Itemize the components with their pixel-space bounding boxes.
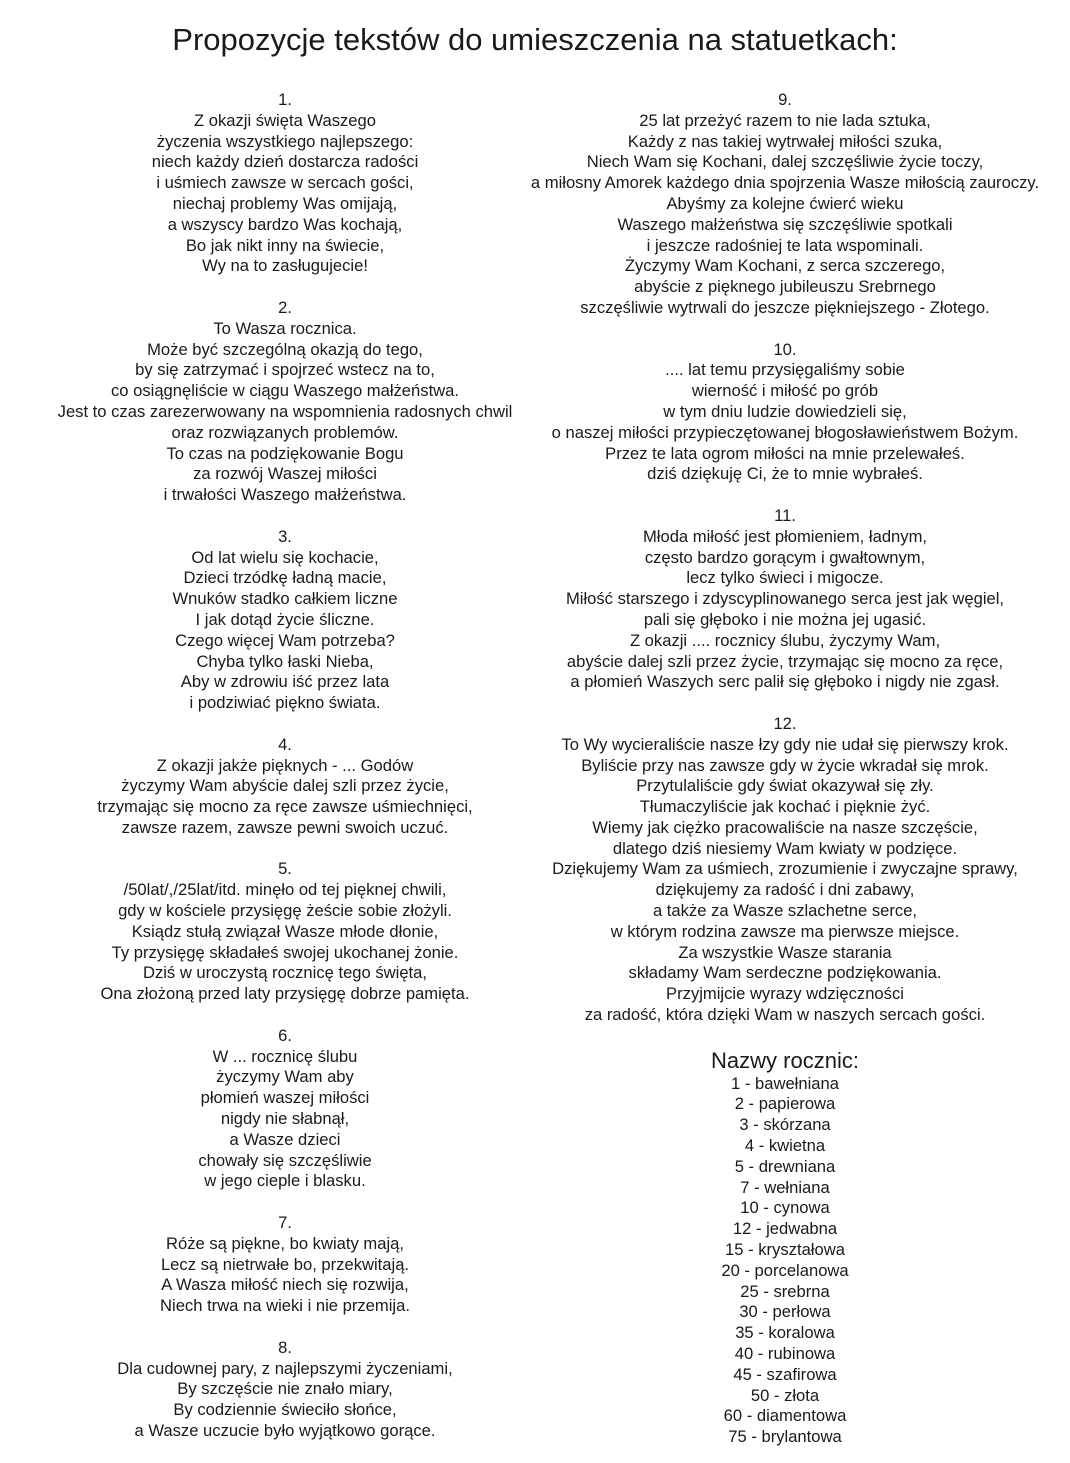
poem-line: Miłość starszego i zdyscyplinowanego serca jest jak węgiel, — [565, 589, 1005, 609]
anniversary-item: 45 - szafirowa — [733, 1364, 837, 1384]
poem-line: życzenia wszystkiego najlepszego: — [156, 131, 414, 151]
poem-line: dziękujemy za radość i dni zabawy, — [655, 880, 915, 900]
poem-line: Chyba tylko łaski Nieba, — [196, 651, 374, 671]
poem-line: pali się głęboko i nie można jej ugasić. — [643, 609, 927, 629]
poem-line: Lecz są nietrwałe bo, przekwitają. — [160, 1254, 410, 1274]
anniversary-item: 35 - koralowa — [735, 1323, 835, 1343]
left-column — [20, 90, 550, 1463]
poem-line: zawsze razem, zawsze pewni swoich uczuć. — [121, 817, 449, 837]
poem-block — [20, 298, 550, 506]
poem-block — [20, 1026, 550, 1192]
poem-line: i podziwiać piękno świata. — [189, 693, 381, 713]
poem-line: składamy Wam serdeczne podziękowania. — [628, 963, 942, 983]
anniversary-item: 12 - jedwabna — [732, 1219, 838, 1239]
poem-line: Młoda miłość jest płomieniem, ładnym, — [642, 526, 928, 546]
poem-number: 10. — [773, 339, 797, 359]
poem-line: oraz rozwiązanych problemów. — [171, 422, 399, 442]
poem-block — [20, 90, 550, 277]
poem-block — [20, 1338, 550, 1442]
anniversary-item: 1 - bawełniana — [731, 1073, 839, 1093]
poem-line: a Wasze uczucie było wyjątkowo gorące. — [134, 1421, 436, 1440]
poem-line: życzymy Wam abyście dalej szli przez życie, — [121, 776, 449, 796]
poem-line: Z okazji święta Waszego — [194, 110, 376, 130]
anniversary-item: 3 - skórzana — [739, 1115, 831, 1135]
poem-line: by się zatrzymać i spojrzeć wstecz na to, — [135, 360, 435, 380]
poem-line: życzymy Wam aby — [216, 1067, 354, 1087]
anniversary-item: 60 - diamentowa — [723, 1406, 847, 1426]
poem-number: 2. — [278, 297, 292, 317]
poem-line: nigdy nie słabnął, — [220, 1109, 350, 1129]
poem-block — [20, 735, 550, 839]
poem-line: Ksiądz stułą związał Wasze młode dłonie, — [131, 921, 439, 941]
poem-line: niechaj problemy Was omijają, — [172, 193, 398, 213]
anniversary-item: 75 - brylantowa — [728, 1427, 842, 1447]
poem-line: a wszyscy bardzo Was kochają, — [167, 214, 403, 234]
poem-line: o naszej miłości przypieczętowanej błogosławieństwem Bożym. — [551, 422, 1019, 442]
anniversary-item: 50 - złota — [750, 1385, 820, 1405]
right-column — [500, 90, 1070, 1448]
poem-number: 9. — [778, 90, 792, 109]
poem-line: wierność i miłość po grób — [691, 381, 879, 401]
poem-line: a płomień Waszych serc palił się głęboko i nigdy nie zgasł. — [570, 672, 1000, 692]
anniversary-item: 7 - wełniana — [740, 1177, 830, 1197]
poem-number: 7. — [278, 1213, 292, 1233]
poem-line: .... lat temu przysięgaliśmy sobie — [665, 360, 905, 380]
right-poems — [500, 90, 1070, 1026]
poem-line: Każdy z nas takiej wytrwałej miłości szuka, — [627, 131, 943, 151]
poem-number: 4. — [278, 734, 292, 754]
poem-line: By codziennie świeciło słońce, — [173, 1400, 397, 1420]
poem-line: a miłosny Amorek każdego dnia spojrzenia Wasze miłością zauroczy. — [530, 173, 1040, 193]
poem-line: Niech trwa na wieki i nie przemija. — [160, 1296, 410, 1316]
poem-line: Może być szczególną okazją do tego, — [147, 339, 423, 359]
poem-number: 12. — [773, 713, 797, 733]
poem-number: 3. — [278, 526, 292, 546]
poem-line: za rozwój Waszej miłości — [193, 464, 377, 484]
poem-line: w tym dniu ludzie dowiedzieli się, — [663, 401, 907, 421]
poem-number: 11. — [774, 505, 796, 525]
anniversary-item: 20 - porcelanowa — [721, 1260, 849, 1280]
poem-line: Przez te lata ogrom miłości na mnie przelewałeś. — [605, 443, 965, 463]
poem-line: To Wy wycieraliście nasze łzy gdy nie udał się pierwszy krok. — [561, 734, 1009, 754]
poem-line: Od lat wielu się kochacie, — [191, 547, 379, 567]
poem-line: Byliście przy nas zawsze gdy w życie wkradał się mrok. — [581, 755, 989, 775]
poem-line: Wnuków stadko całkiem liczne — [172, 589, 398, 609]
poem-number: 1. — [278, 90, 292, 109]
poem-line: Życzymy Wam Kochani, z serca szczerego, — [624, 256, 946, 276]
poem-line: szczęśliwie wytrwali do jeszcze piękniejszego - Złotego. — [580, 297, 990, 317]
poem-line: i uśmiech zawsze w sercach gości, — [156, 173, 414, 193]
poem-line: abyście z pięknego jubileuszu Srebrnego — [634, 277, 936, 297]
poem-line: Przyjmijcie wyrazy wdzięczności — [666, 984, 904, 1004]
anniversary-item: 15 - kryształowa — [725, 1240, 845, 1260]
anniversary-item: 10 - cynowa — [740, 1198, 830, 1218]
poem-line: Dla cudownej pary, z najlepszymi życzeniami, — [117, 1358, 453, 1378]
anniversary-item: 2 - papierowa — [734, 1094, 836, 1114]
anniversary-item: 4 - kwietna — [744, 1136, 826, 1156]
poem-block — [500, 714, 1070, 1026]
poem-line: a Wasze dzieci — [229, 1129, 341, 1149]
poem-line: Ona złożoną przed laty przysięgę dobrze pamięta. — [100, 984, 470, 1004]
poem-block — [20, 1213, 550, 1317]
poem-line: Dziś w uroczystą rocznicę tego święta, — [142, 963, 428, 983]
poem-line: I jak dotąd życie śliczne. — [195, 609, 375, 629]
poem-line: To Wasza rocznica. — [213, 318, 357, 338]
poem-line: lecz tylko świeci i migocze. — [686, 568, 884, 588]
poem-line: abyście dalej szli przez życie, trzymając się mocno za ręce, — [566, 651, 1004, 671]
poem-line: niech każdy dzień dostarcza radości — [151, 152, 419, 172]
poem-line: Bo jak nikt inny na świecie, — [185, 235, 385, 255]
poem-block — [20, 859, 550, 1005]
poem-line: i jeszcze radośniej te lata wspominali. — [646, 235, 924, 255]
anniversary-item: 25 - srebrna — [740, 1281, 830, 1301]
poem-line: Wy na to zasługujecie! — [202, 256, 368, 276]
poem-line: trzymając się mocno za ręce zawsze uśmiechnięci, — [97, 797, 473, 817]
poem-line: w jego cieple i blasku. — [204, 1171, 366, 1191]
poem-line: w którym rodzina zawsze ma pierwsze miejsce. — [610, 921, 960, 941]
poem-line: Jest to czas zarezerwowany na wspomnienia radosnych chwil — [57, 401, 513, 421]
poem-line: dziś dziękuję Ci, że to mnie wybrałeś. — [647, 464, 923, 484]
poem-line: Dziękujemy Wam za uśmiech, zrozumienie i zwyczajne sprawy, — [552, 859, 1018, 879]
poem-block — [500, 506, 1070, 693]
poem-number: 6. — [278, 1025, 292, 1045]
page-title: Propozycje tekstów do umieszczenia na statuetkach: — [172, 22, 898, 57]
poem-number: 8. — [278, 1337, 292, 1357]
poem-number: 5. — [278, 859, 292, 879]
poem-line: Dzieci trzódkę ładną macie, — [183, 568, 387, 588]
poem-line: To czas na podziękowanie Bogu — [166, 443, 404, 463]
poem-line: Niech Wam się Kochani, dalej szczęśliwie życie toczy, — [586, 152, 984, 172]
poem-line: i trwałości Waszego małżeństwa. — [163, 485, 407, 505]
poem-line: często bardzo gorącym i gwałtownym, — [644, 547, 926, 567]
poem-block — [500, 90, 1070, 319]
poem-line: By szczęście nie znało miary, — [177, 1379, 393, 1399]
poem-line: Za wszystkie Wasze starania — [678, 942, 892, 962]
poem-block — [500, 340, 1070, 486]
poem-line: dlatego dziś niesiemy Wam kwiaty w podzięce. — [612, 838, 958, 858]
poem-line: W ... rocznicę ślubu — [212, 1046, 358, 1066]
poem-line: Przytulaliście gdy świat okazywał się zły. — [636, 776, 934, 796]
anniversary-item: 40 - rubinowa — [734, 1344, 836, 1364]
poem-block — [20, 527, 550, 714]
poem-line: a także za Wasze szlachetne serce, — [652, 901, 918, 921]
poem-line: Ty przysięgę składałeś swojej ukochanej żonie. — [111, 942, 459, 962]
poem-line: Z okazji jakże pięknych - ... Godów — [156, 755, 414, 775]
poem-line: Czego więcej Wam potrzeba? — [175, 630, 395, 650]
poem-line: A Wasza miłość niech się rozwija, — [161, 1275, 409, 1295]
poem-line: Aby w zdrowiu iść przez lata — [180, 672, 390, 692]
anniversary-heading: Nazwy rocznic: — [711, 1047, 859, 1073]
poem-line: Wiemy jak ciężko pracowaliście na nasze szczęście, — [592, 817, 978, 837]
anniversary-list — [500, 1074, 1070, 1448]
poem-line: Waszego małżeństwa się szczęśliwie spotkali — [617, 214, 953, 234]
poem-line: 25 lat przeżyć razem to nie lada sztuka, — [639, 110, 931, 130]
poem-line: Tłumaczyliście jak kochać i pięknie żyć. — [639, 797, 931, 817]
poem-line: płomień waszej miłości — [200, 1088, 370, 1108]
poem-line: co osiągnęliście w ciągu Waszego małżeństwa. — [110, 381, 459, 401]
poem-line: chowały się szczęśliwie — [198, 1150, 372, 1170]
anniversary-item: 30 - perłowa — [739, 1302, 831, 1322]
poem-line: /50lat/,/25lat/itd. minęło od tej pięknej chwili, — [123, 880, 447, 900]
poem-line: Róże są piękne, bo kwiaty mają, — [166, 1233, 404, 1253]
anniversary-item: 5 - drewniana — [734, 1156, 836, 1176]
poem-line: gdy w kościele przysięgę żeście sobie złożyli. — [118, 901, 452, 921]
poem-line: Z okazji .... rocznicy ślubu, życzymy Wam, — [629, 630, 941, 650]
poem-line: za radość, która dzięki Wam w naszych sercach gości. — [584, 1005, 986, 1025]
poem-line: Abyśmy za kolejne ćwierć wieku — [666, 193, 904, 213]
anniversary-names — [500, 1047, 1070, 1448]
